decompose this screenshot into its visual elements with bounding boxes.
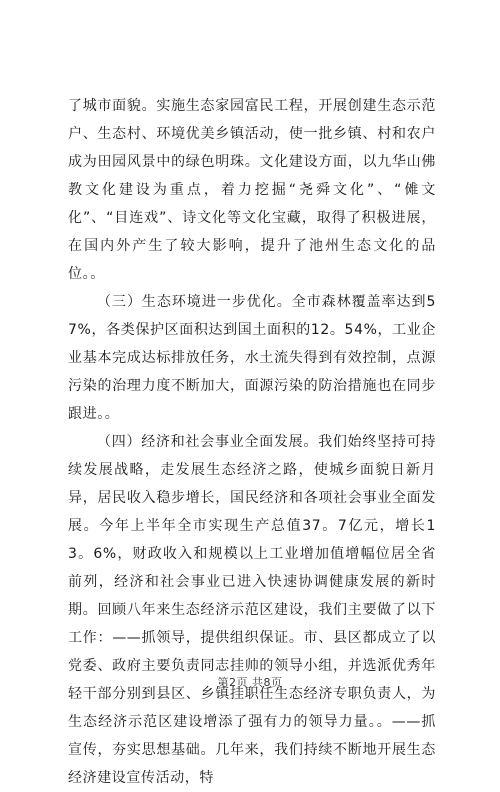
paragraph-economy: （四）经济和社会事业全面发展。我们始终坚持可持续发展战略，走发展生态经济之路，使城乡面貌日新月异，居民收入稳步增长，国民经济和各项社会事业全面发展。今年上半年全市实现生产总值37。7亿元，增长13。6%，财政收入和规模以上工业增加值增幅位居全省前列，经济和社会事业已进入快速协调健康发展的新时期。回顾八年来生态经济示范区建设，我们主要做了以下工作：——抓领导，提供组织保证。市、县区都成立了以党委、政府主要负责同志挂帅的领导小组，并选派优秀年轻干部分别到县区、乡镇挂职任生态经济专职负责人，为生态经济示范区建设增添了强有力的领导力量。。——抓宣传，夯实思想基础。几年来，我们持续不断地开展生态经济建设宣传活动，特 — [68, 434, 436, 786]
paragraph-environment: （三）生态环境进一步优化。全市森林覆盖率达到57%，各类保护区面积达到国土面积的12。54%，工业企业基本完成达标排放任务，水土流失得到有效控制，点源污染的治理力度不断加大，面源污染的防治措施也在同步跟进。。 — [68, 294, 436, 422]
paragraph-continuation: 了城市面貌。实施生态家园富民工程，开展创建生态示范户、生态村、环境优美乡镇活动，使一批乡镇、村和农户成为田园风景中的绿色明珠。文化建设方面，以九华山佛教文化建设为重点，着力挖掘“尧舜文化”、“傩文化”、“目连戏”、诗文化等文化宝藏，取得了积极进展，在国内外产生了较大影响，提升了池州生态文化的品位。。 — [68, 98, 436, 282]
page-number-footer: 第2页 共8页 — [217, 676, 283, 689]
